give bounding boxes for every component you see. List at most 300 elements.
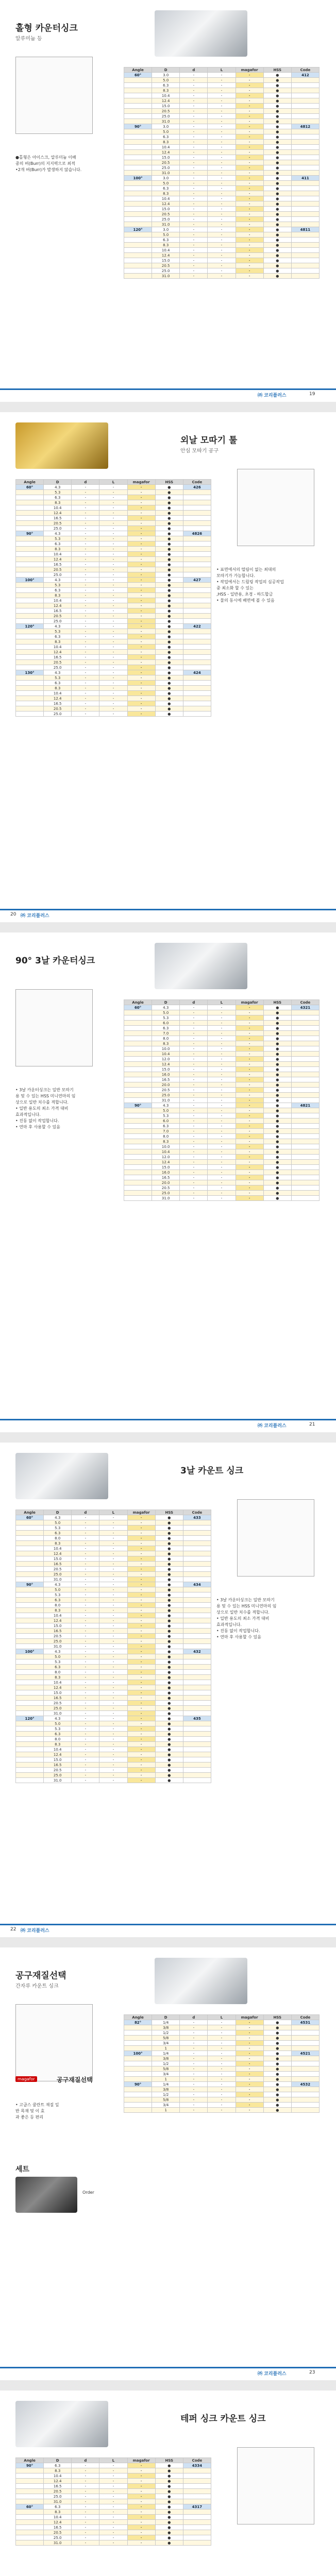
- code-cell: [291, 78, 319, 83]
- code-cell: [183, 1623, 211, 1629]
- cell-length: -: [208, 1057, 236, 1062]
- cell-magafor: -: [127, 624, 155, 629]
- table-row: [124, 2030, 320, 2036]
- cell-d: 5/8: [152, 2066, 180, 2072]
- cell-shank: -: [72, 500, 99, 505]
- cell-shank: -: [180, 227, 208, 232]
- angle-cell: [124, 1165, 152, 1170]
- code-cell: [291, 1098, 319, 1103]
- cell-hss: ●: [263, 83, 291, 88]
- cell-hss: ●: [155, 608, 183, 614]
- cell-magafor: -: [127, 567, 155, 572]
- cell-magafor: -: [236, 78, 263, 83]
- cell-shank: -: [72, 2484, 99, 2489]
- table-row: [124, 1041, 320, 1046]
- cell-hss: ●: [155, 706, 183, 711]
- header-cell: D: [152, 2015, 180, 2020]
- table-row: [16, 650, 211, 655]
- cell-magafor: -: [127, 541, 155, 547]
- angle-cell: [16, 1747, 44, 1752]
- angle-cell: 100°: [16, 578, 44, 583]
- cell-d: 12.4: [44, 511, 72, 516]
- code-cell: [183, 686, 211, 691]
- cell-magafor: -: [236, 171, 263, 176]
- cell-hss: ●: [263, 160, 291, 165]
- cell-magafor: -: [236, 114, 263, 119]
- table-row: [124, 263, 320, 268]
- table-row: [124, 1021, 320, 1026]
- cell-hss: ●: [263, 238, 291, 243]
- cell-d: 10.4: [152, 1149, 180, 1155]
- cell-d: 15.0: [152, 258, 180, 263]
- code-cell: [183, 660, 211, 665]
- cell-magafor: -: [236, 176, 263, 181]
- angle-cell: [124, 83, 152, 88]
- table-row: [124, 176, 320, 181]
- cell-hss: ●: [155, 500, 183, 505]
- cell-hss: ●: [263, 119, 291, 124]
- tool-drawing: [237, 1499, 314, 1577]
- cell-shank: -: [72, 1737, 99, 1742]
- angle-cell: [124, 1082, 152, 1088]
- cell-d: 4.3: [44, 624, 72, 629]
- angle-cell: [16, 2484, 44, 2489]
- angle-cell: 90°: [124, 124, 152, 129]
- angle-cell: [124, 93, 152, 98]
- table-row: [16, 485, 211, 490]
- cell-length: -: [99, 1742, 127, 1747]
- cell-d: 10.4: [44, 1546, 72, 1551]
- cell-hss: ●: [155, 1577, 183, 1582]
- cell-magafor: -: [127, 583, 155, 588]
- cell-d: 15.0: [152, 104, 180, 109]
- code-cell: 4531: [291, 2020, 319, 2025]
- table-row: [124, 1180, 320, 1185]
- code-cell: [183, 629, 211, 634]
- cell-hss: ●: [155, 1706, 183, 1711]
- angle-cell: [16, 1773, 44, 1778]
- footer-bar: [0, 388, 336, 390]
- angle-cell: 120°: [16, 1716, 44, 1721]
- cell-d: 10.4: [44, 2515, 72, 2520]
- angle-cell: [16, 629, 44, 634]
- cell-magafor: -: [127, 1592, 155, 1598]
- cell-shank: -: [180, 1180, 208, 1185]
- cell-length: -: [208, 88, 236, 93]
- cell-length: -: [208, 134, 236, 140]
- cell-shank: -: [72, 660, 99, 665]
- table-row: [16, 1732, 211, 1737]
- cell-length: -: [99, 696, 127, 701]
- table-row: [124, 93, 320, 98]
- cell-hss: ●: [155, 1629, 183, 1634]
- cell-length: -: [99, 655, 127, 660]
- cell-magafor: -: [236, 1041, 263, 1046]
- code-cell: [291, 207, 319, 212]
- table-row: [124, 1046, 320, 1052]
- cell-shank: -: [72, 1773, 99, 1778]
- code-cell: [183, 541, 211, 547]
- cell-magafor: -: [236, 2103, 263, 2108]
- angle-cell: [16, 706, 44, 711]
- cell-d: 5.3: [44, 1659, 72, 1665]
- cell-magafor: -: [127, 1659, 155, 1665]
- code-cell: [183, 650, 211, 655]
- table-row: [124, 1134, 320, 1139]
- cell-hss: ●: [155, 1701, 183, 1706]
- cell-d: 12.4: [44, 1551, 72, 1556]
- code-cell: [291, 238, 319, 243]
- code-cell: [183, 696, 211, 701]
- cell-shank: -: [180, 1165, 208, 1170]
- cell-length: -: [99, 711, 127, 717]
- table-row: [124, 243, 320, 248]
- cell-shank: -: [72, 1515, 99, 1520]
- cell-hss: ●: [155, 495, 183, 500]
- cell-magafor: -: [236, 1015, 263, 1021]
- cell-shank: -: [72, 1757, 99, 1762]
- cell-hss: ●: [263, 201, 291, 207]
- table-row: [16, 2494, 211, 2499]
- code-cell: [183, 1546, 211, 1551]
- tool-photo: [155, 10, 247, 57]
- cell-shank: -: [180, 1088, 208, 1093]
- code-cell: [291, 191, 319, 196]
- cell-d: 8.3: [44, 639, 72, 645]
- cell-hss: ●: [155, 583, 183, 588]
- cell-d: 8.3: [152, 140, 180, 145]
- angle-cell: [16, 2510, 44, 2515]
- table-row: [124, 83, 320, 88]
- cell-shank: -: [180, 1139, 208, 1144]
- cell-hss: ●: [263, 268, 291, 274]
- cell-shank: -: [72, 701, 99, 706]
- cell-magafor: -: [127, 696, 155, 701]
- code-cell: [291, 140, 319, 145]
- angle-cell: [16, 1737, 44, 1742]
- table-row: [124, 1036, 320, 1041]
- cell-shank: -: [72, 505, 99, 511]
- code-cell: [183, 521, 211, 526]
- cell-hss: ●: [263, 150, 291, 155]
- code-cell: [183, 665, 211, 670]
- cell-shank: -: [180, 104, 208, 109]
- cell-magafor: -: [127, 706, 155, 711]
- table-row: [16, 1778, 211, 1783]
- angle-cell: [124, 1191, 152, 1196]
- table-row: [16, 2530, 211, 2535]
- cell-magafor: -: [236, 217, 263, 222]
- cell-d: 5.3: [44, 536, 72, 541]
- cell-hss: ●: [263, 2020, 291, 2025]
- section-notes: [216, 1597, 320, 1640]
- angle-cell: [124, 1021, 152, 1026]
- cell-magafor: -: [127, 660, 155, 665]
- cell-d: 25.0: [152, 114, 180, 119]
- cell-magafor: -: [236, 186, 263, 191]
- cell-shank: -: [180, 2108, 208, 2113]
- code-cell: 4821: [291, 1103, 319, 1108]
- cell-shank: -: [180, 238, 208, 243]
- cell-length: -: [99, 531, 127, 536]
- cell-shank: -: [180, 1155, 208, 1160]
- angle-cell: [124, 150, 152, 155]
- angle-cell: [16, 521, 44, 526]
- cell-shank: -: [72, 588, 99, 593]
- angle-cell: [124, 2077, 152, 2082]
- cell-d: 12.4: [44, 557, 72, 562]
- cell-magafor: -: [236, 248, 263, 253]
- cell-d: 16.0: [152, 1072, 180, 1077]
- table-row: [16, 2515, 211, 2520]
- cell-length: -: [99, 1639, 127, 1644]
- cell-length: -: [99, 614, 127, 619]
- cell-hss: ●: [155, 1762, 183, 1768]
- cell-magafor: -: [127, 495, 155, 500]
- cell-magafor: -: [236, 222, 263, 227]
- cell-length: -: [99, 629, 127, 634]
- cell-d: 8.3: [44, 1742, 72, 1747]
- cell-length: -: [99, 1536, 127, 1541]
- cell-hss: ●: [155, 2473, 183, 2479]
- table-row: [16, 1623, 211, 1629]
- cell-magafor: -: [127, 1598, 155, 1603]
- angle-cell: [124, 2061, 152, 2066]
- cell-shank: -: [72, 619, 99, 624]
- code-cell: [291, 119, 319, 124]
- cell-magafor: -: [236, 1010, 263, 1015]
- table-row: [16, 505, 211, 511]
- cell-hss: ●: [263, 176, 291, 181]
- table-row: [16, 696, 211, 701]
- cell-shank: -: [180, 2077, 208, 2082]
- cell-length: -: [208, 2030, 236, 2036]
- angle-cell: [16, 660, 44, 665]
- cell-shank: -: [72, 675, 99, 681]
- cell-length: -: [99, 1592, 127, 1598]
- cell-shank: -: [72, 1670, 99, 1675]
- angle-cell: [124, 2041, 152, 2046]
- cell-length: -: [208, 1077, 236, 1082]
- code-cell: [183, 2489, 211, 2494]
- cell-length: -: [99, 1644, 127, 1649]
- angle-cell: [16, 1623, 44, 1629]
- cell-d: 5.0: [152, 1010, 180, 1015]
- cell-d: 8.3: [152, 88, 180, 93]
- product-table: [15, 2458, 211, 2546]
- tool-drawing: [15, 57, 93, 134]
- cell-magafor: -: [127, 1721, 155, 1726]
- header-cell: L: [208, 1000, 236, 1005]
- cell-length: -: [99, 2489, 127, 2494]
- cell-d: 20.5: [152, 212, 180, 217]
- cell-length: -: [208, 1175, 236, 1180]
- table-row: [16, 1515, 211, 1520]
- table-row: [16, 1562, 211, 1567]
- cell-shank: -: [180, 2082, 208, 2087]
- angle-cell: [16, 1670, 44, 1675]
- page-number: 21: [309, 1422, 315, 1427]
- table-row: [124, 1093, 320, 1098]
- cell-hss: ●: [263, 1180, 291, 1185]
- angle-cell: [16, 2520, 44, 2525]
- cell-shank: -: [72, 511, 99, 516]
- cell-hss: ●: [155, 572, 183, 578]
- code-cell: [291, 104, 319, 109]
- angle-cell: [124, 2097, 152, 2103]
- cell-hss: ●: [155, 1536, 183, 1541]
- table-row: [16, 1680, 211, 1685]
- cell-hss: ●: [263, 248, 291, 253]
- angle-cell: [16, 1701, 44, 1706]
- cell-hss: ●: [263, 1041, 291, 1046]
- angle-cell: [16, 614, 44, 619]
- cell-length: -: [99, 593, 127, 598]
- cell-hss: ●: [263, 2092, 291, 2097]
- cell-length: -: [208, 93, 236, 98]
- cell-magafor: -: [127, 2510, 155, 2515]
- cell-shank: -: [72, 1587, 99, 1592]
- cell-hss: ●: [263, 258, 291, 263]
- angle-cell: [16, 1541, 44, 1546]
- table-row: [124, 1052, 320, 1057]
- cell-magafor: -: [127, 1520, 155, 1526]
- code-cell: [291, 222, 319, 227]
- angle-cell: [16, 2540, 44, 2546]
- cell-d: 8.3: [44, 1608, 72, 1613]
- cell-shank: -: [72, 1592, 99, 1598]
- table-row: [16, 614, 211, 619]
- cell-hss: ●: [263, 1057, 291, 1062]
- angle-cell: [124, 2072, 152, 2077]
- cell-d: 4.3: [44, 1582, 72, 1587]
- header-cell: magafor: [236, 2015, 263, 2020]
- angle-cell: [124, 1185, 152, 1191]
- cell-d: 15.0: [44, 1556, 72, 1562]
- table-row: [16, 655, 211, 660]
- cell-magafor: -: [127, 1587, 155, 1592]
- cell-d: 1: [152, 2108, 180, 2113]
- angle-cell: [124, 129, 152, 134]
- header-cell: d: [180, 2015, 208, 2020]
- table-row: [16, 639, 211, 645]
- angle-cell: [16, 1757, 44, 1762]
- cell-d: 31.0: [44, 1644, 72, 1649]
- code-cell: [183, 1572, 211, 1577]
- cell-shank: -: [180, 1026, 208, 1031]
- table-row: [16, 490, 211, 495]
- angle-cell: [16, 2473, 44, 2479]
- cell-length: -: [208, 186, 236, 191]
- angle-cell: [124, 1196, 152, 1201]
- table-row: [124, 1005, 320, 1010]
- cell-shank: -: [72, 1742, 99, 1747]
- cell-magafor: -: [127, 681, 155, 686]
- cell-shank: -: [180, 2097, 208, 2103]
- note-line: 중의 버(Burr)의 지지력으로 최적: [15, 161, 75, 166]
- page-number: 22: [10, 1927, 16, 1932]
- note-line: 용 및 수 있는 HSS 미니연마의 임: [15, 1094, 76, 1098]
- cell-shank: -: [72, 1778, 99, 1783]
- cell-length: -: [99, 2473, 127, 2479]
- code-cell: [183, 2520, 211, 2525]
- code-cell: [183, 2479, 211, 2484]
- cell-d: 5.3: [44, 490, 72, 495]
- cell-magafor: -: [236, 212, 263, 217]
- cell-hss: ●: [263, 73, 291, 78]
- cell-d: 8.3: [44, 547, 72, 552]
- cell-magafor: -: [236, 1072, 263, 1077]
- table-row: [16, 2484, 211, 2489]
- angle-cell: [124, 1088, 152, 1093]
- table-row: [16, 516, 211, 521]
- cell-hss: ●: [263, 207, 291, 212]
- cell-length: -: [208, 1129, 236, 1134]
- table-row: [124, 1108, 320, 1113]
- header-cell: L: [99, 2458, 127, 2463]
- table-row: [124, 227, 320, 232]
- table-row: [124, 1144, 320, 1149]
- table-row: [16, 1726, 211, 1732]
- cell-shank: -: [180, 196, 208, 201]
- angle-cell: [124, 212, 152, 217]
- cell-d: 16.5: [152, 1175, 180, 1180]
- angle-cell: [16, 495, 44, 500]
- cell-magafor: -: [127, 1639, 155, 1644]
- cell-magafor: -: [127, 1526, 155, 1531]
- cell-hss: ●: [155, 2510, 183, 2515]
- cell-d: 15.0: [152, 207, 180, 212]
- header-cell: d: [180, 67, 208, 73]
- cell-magafor: -: [127, 1690, 155, 1696]
- angle-cell: [16, 572, 44, 578]
- table-row: [124, 2103, 320, 2108]
- code-cell: [291, 186, 319, 191]
- cell-shank: -: [72, 629, 99, 634]
- cell-d: 20.0: [152, 1180, 180, 1185]
- header-cell: L: [208, 2015, 236, 2020]
- cell-length: -: [99, 1778, 127, 1783]
- set-photo: [15, 2177, 77, 2213]
- angle-cell: 100°: [16, 1649, 44, 1654]
- cell-length: -: [208, 171, 236, 176]
- cell-hss: ●: [155, 557, 183, 562]
- angle-cell: [16, 562, 44, 567]
- cell-length: -: [208, 196, 236, 201]
- table-row: [16, 500, 211, 505]
- cell-magafor: -: [127, 675, 155, 681]
- angle-cell: [16, 536, 44, 541]
- cell-length: -: [99, 572, 127, 578]
- cell-length: -: [99, 639, 127, 645]
- page-number: 19: [309, 392, 315, 397]
- note-line: 효과적입니다.: [15, 1112, 41, 1117]
- cell-length: -: [99, 681, 127, 686]
- cell-length: -: [208, 1134, 236, 1139]
- cell-hss: ●: [263, 2046, 291, 2051]
- cell-magafor: -: [236, 160, 263, 165]
- cell-magafor: -: [127, 1701, 155, 1706]
- cell-shank: -: [180, 1175, 208, 1180]
- table-row: [16, 567, 211, 572]
- cell-d: 16.5: [44, 1562, 72, 1567]
- cell-shank: -: [72, 1536, 99, 1541]
- cell-d: 6.3: [44, 634, 72, 639]
- cell-length: -: [99, 603, 127, 608]
- cell-magafor: -: [127, 1567, 155, 1572]
- cell-hss: ●: [155, 1546, 183, 1551]
- code-cell: [183, 2494, 211, 2499]
